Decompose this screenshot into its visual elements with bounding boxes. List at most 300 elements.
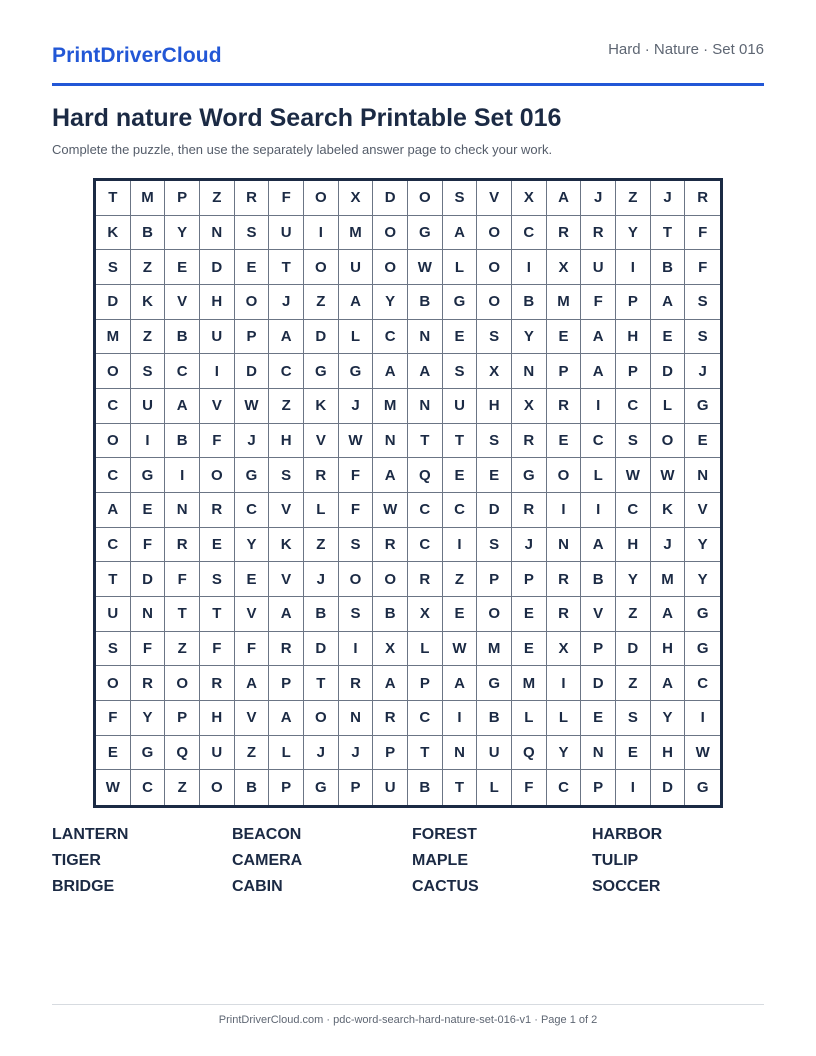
word-search-grid (93, 178, 723, 808)
word-list-item: CAMERA (232, 852, 303, 869)
grid-cell: O (373, 562, 408, 597)
grid-cell: J (651, 181, 686, 216)
grid-cell: O (477, 597, 512, 632)
grid-cell: S (685, 320, 720, 355)
grid-cell: E (581, 701, 616, 736)
grid-cell: I (547, 493, 582, 528)
grid-cell: C (408, 528, 443, 563)
grid-cell: N (200, 216, 235, 251)
grid-cell: T (96, 181, 131, 216)
grid-cell: Y (512, 320, 547, 355)
grid-cell: S (339, 528, 374, 563)
grid-cell: G (339, 354, 374, 389)
grid-cell: P (408, 666, 443, 701)
grid-cell: N (165, 493, 200, 528)
grid-cell: U (269, 216, 304, 251)
grid-cell: W (96, 770, 131, 805)
grid-cell: M (339, 216, 374, 251)
grid-cell: T (408, 736, 443, 771)
grid-cell: O (477, 250, 512, 285)
grid-cell: I (443, 528, 478, 563)
grid-cell: D (651, 770, 686, 805)
grid-cell: P (269, 770, 304, 805)
grid-cell: H (651, 632, 686, 667)
grid-cell: X (512, 181, 547, 216)
grid-cell: G (685, 632, 720, 667)
grid-cell: F (685, 216, 720, 251)
grid-cell: T (443, 424, 478, 459)
word-list-item: SOCCER (592, 878, 661, 895)
grid-cell: G (696, 779, 709, 797)
grid-cell: N (131, 597, 166, 632)
grid-cell: L (304, 493, 339, 528)
grid-cell: G (685, 597, 720, 632)
grid-cell: I (200, 354, 235, 389)
grid-cell: R (269, 632, 304, 667)
grid-cell: B (165, 320, 200, 355)
grid-cell: V (581, 597, 616, 632)
grid-cell: M (131, 181, 166, 216)
grid-cell: V (269, 493, 304, 528)
grid-cell: G (685, 389, 720, 424)
grid-cell: Y (616, 216, 651, 251)
grid-cell: A (339, 285, 374, 320)
grid-cell: F (512, 770, 547, 805)
grid-cell: W (651, 458, 686, 493)
word-list-item: TIGER (52, 852, 101, 869)
header-divider (52, 83, 764, 86)
grid-cell: V (235, 701, 270, 736)
grid-cell: D (304, 320, 339, 355)
grid-cell: J (651, 528, 686, 563)
grid-cell: H (269, 424, 304, 459)
grid-cell: K (131, 285, 166, 320)
grid-cell: C (131, 770, 166, 805)
word-list-item: FOREST (412, 826, 477, 843)
grid-cell: O (96, 424, 131, 459)
grid-cell: R (547, 216, 582, 251)
grid-cell: F (269, 181, 304, 216)
grid-cell: K (304, 389, 339, 424)
grid-cell: W (235, 389, 270, 424)
grid-cell: Y (165, 216, 200, 251)
grid-cell: X (408, 597, 443, 632)
grid-cell: S (477, 424, 512, 459)
grid-cell: O (200, 458, 235, 493)
grid-cell: S (685, 285, 720, 320)
grid-cell: Z (616, 666, 651, 701)
grid-cell: D (616, 632, 651, 667)
grid-cell: H (651, 736, 686, 771)
grid-cell: R (581, 216, 616, 251)
grid-cell: C (96, 389, 131, 424)
grid-cell: O (235, 285, 270, 320)
word-list-item: BEACON (232, 826, 302, 843)
grid-cell: A (651, 666, 686, 701)
grid-cell: S (131, 354, 166, 389)
grid-cell: N (581, 736, 616, 771)
grid-cell: V (235, 597, 270, 632)
grid-cell: O (373, 216, 408, 251)
grid-cell: H (616, 528, 651, 563)
grid-cell: W (339, 424, 374, 459)
grid-cell: T (651, 216, 686, 251)
grid-cell: C (408, 493, 443, 528)
grid-cell: P (547, 354, 582, 389)
grid-cell: Z (304, 528, 339, 563)
grid-cell: A (581, 354, 616, 389)
word-list-item: TULIP (592, 852, 639, 869)
grid-cell: T (443, 770, 478, 805)
grid-cell: U (96, 597, 131, 632)
grid-cell: O (96, 354, 131, 389)
grid-cell: P (373, 736, 408, 771)
grid-cell: E (547, 424, 582, 459)
grid-cell: B (408, 770, 443, 805)
grid-cell: P (339, 770, 374, 805)
grid-cell: P (477, 562, 512, 597)
page-title: Hard nature Word Search Printable Set 016 (52, 104, 562, 132)
grid-cell: D (96, 285, 131, 320)
grid-cell: Z (165, 770, 200, 805)
grid-cell: J (339, 736, 374, 771)
grid-cell: Y (547, 736, 582, 771)
grid-cell: J (304, 736, 339, 771)
grid-cell: I (304, 216, 339, 251)
grid-cell: L (477, 770, 512, 805)
grid-cell: R (304, 458, 339, 493)
grid-cell: E (685, 424, 720, 459)
grid-cell: P (616, 354, 651, 389)
grid-cell: Z (165, 632, 200, 667)
grid-cell: E (96, 736, 131, 771)
grid-cell: S (235, 216, 270, 251)
grid-cell: L (339, 320, 374, 355)
grid-cell: A (165, 389, 200, 424)
brand-logo[interactable]: PrintDriverCloud (52, 44, 222, 67)
page-subtitle: Complete the puzzle, then use the separately labeled answer page to check your work. (52, 142, 553, 157)
grid-cell: A (443, 666, 478, 701)
grid-cell: P (165, 701, 200, 736)
grid-cell: O (408, 181, 443, 216)
grid-cell: X (547, 250, 582, 285)
grid-cell: A (269, 597, 304, 632)
grid-cell: G (408, 216, 443, 251)
grid-cell: M (477, 632, 512, 667)
grid-cell: X (477, 354, 512, 389)
grid-cell: R (547, 562, 582, 597)
grid-cell: N (547, 528, 582, 563)
grid-cell: M (547, 285, 582, 320)
grid-cell: Y (685, 528, 720, 563)
grid-cell: V (165, 285, 200, 320)
grid-cell: G (512, 458, 547, 493)
word-list-item: CABIN (232, 878, 283, 895)
grid-cell: Q (408, 458, 443, 493)
grid-cell: R (235, 181, 270, 216)
grid-cell: U (477, 736, 512, 771)
grid-cell: J (304, 562, 339, 597)
grid-cell: D (373, 181, 408, 216)
grid-cell: E (235, 562, 270, 597)
grid-cell: C (373, 320, 408, 355)
grid-cell: U (373, 770, 408, 805)
grid-cell: F (165, 562, 200, 597)
grid-cell: L (547, 701, 582, 736)
grid-cell: A (581, 320, 616, 355)
grid-cell: L (443, 250, 478, 285)
grid-cell: C (547, 770, 582, 805)
grid-cell: B (512, 285, 547, 320)
grid-cell: G (235, 458, 270, 493)
grid-cell: C (512, 216, 547, 251)
grid-cell: P (235, 320, 270, 355)
grid-cell: M (96, 320, 131, 355)
grid-cell: B (304, 597, 339, 632)
grid-cell: O (651, 424, 686, 459)
grid-cell: D (477, 493, 512, 528)
grid-cell: Z (269, 389, 304, 424)
grid-cell: O (304, 701, 339, 736)
grid-cell: S (200, 562, 235, 597)
grid-cell: K (269, 528, 304, 563)
grid-cell: B (373, 597, 408, 632)
grid-cell: J (512, 528, 547, 563)
grid-cell: A (373, 458, 408, 493)
grid-cell: R (512, 493, 547, 528)
grid-cell: F (96, 701, 131, 736)
grid-cell: C (581, 424, 616, 459)
grid-cell: I (581, 493, 616, 528)
grid-cell: D (581, 666, 616, 701)
grid-cell: F (131, 632, 166, 667)
grid-cell: E (235, 250, 270, 285)
grid-cell: K (96, 216, 131, 251)
grid-cell: S (443, 354, 478, 389)
grid-cell: T (269, 250, 304, 285)
grid-cell: S (616, 424, 651, 459)
grid-cell: M (512, 666, 547, 701)
grid-cell: O (165, 666, 200, 701)
grid-cell: W (408, 250, 443, 285)
grid-cell: R (200, 493, 235, 528)
grid-cell: D (304, 632, 339, 667)
grid-cell: L (581, 458, 616, 493)
grid-cell: M (651, 562, 686, 597)
grid-cell: Q (165, 736, 200, 771)
grid-cell: W (443, 632, 478, 667)
grid-cell: E (512, 597, 547, 632)
grid-cell: Z (616, 597, 651, 632)
grid-cell: T (304, 666, 339, 701)
grid-cell: L (512, 701, 547, 736)
grid-cell: H (200, 285, 235, 320)
grid-cell: B (131, 216, 166, 251)
grid-cell: G (304, 354, 339, 389)
grid-cell: A (373, 666, 408, 701)
grid-cell: O (339, 562, 374, 597)
grid-cell: F (131, 528, 166, 563)
grid-cell: V (477, 181, 512, 216)
word-list-item: LANTERN (52, 826, 129, 843)
word-list-item: CACTUS (412, 878, 479, 895)
grid-cell: A (443, 216, 478, 251)
grid-cell: U (131, 389, 166, 424)
grid-cell: Z (616, 181, 651, 216)
grid-cell: E (443, 458, 478, 493)
grid-cell: Z (200, 181, 235, 216)
grid-cell: A (235, 666, 270, 701)
word-list-item: HARBOR (592, 826, 663, 843)
grid-cell: C (235, 493, 270, 528)
word-list-item: MAPLE (412, 852, 468, 869)
grid-cell: R (339, 666, 374, 701)
grid-cell: A (408, 354, 443, 389)
grid-cell: F (200, 424, 235, 459)
grid-cell: U (200, 736, 235, 771)
grid-cell: R (547, 597, 582, 632)
grid-cell: O (304, 181, 339, 216)
grid-cell: W (373, 493, 408, 528)
grid-cell: V (200, 389, 235, 424)
grid-cell: N (512, 354, 547, 389)
grid-cell: Z (131, 320, 166, 355)
grid-cell: I (339, 632, 374, 667)
grid-cell: G (131, 736, 166, 771)
grid-cell: S (477, 528, 512, 563)
grid-cell: P (512, 562, 547, 597)
grid-cell: C (165, 354, 200, 389)
grid-cell: U (339, 250, 374, 285)
grid-cell: I (616, 770, 651, 805)
word-list (52, 826, 764, 896)
grid-cell: I (131, 424, 166, 459)
grid-cell: C (685, 666, 720, 701)
grid-cell: E (512, 632, 547, 667)
grid-cell: R (373, 701, 408, 736)
grid-cell: N (443, 736, 478, 771)
grid-cell: F (339, 493, 374, 528)
grid-cell: D (235, 354, 270, 389)
grid-cell: R (165, 528, 200, 563)
grid-cell: Y (616, 562, 651, 597)
grid-cell: N (408, 320, 443, 355)
grid-cell: B (477, 701, 512, 736)
grid-cell: L (269, 736, 304, 771)
grid-cell: S (339, 597, 374, 632)
grid-cell: V (269, 562, 304, 597)
footer-divider (52, 1004, 764, 1005)
grid-cell: I (165, 458, 200, 493)
grid-cell: E (443, 597, 478, 632)
grid-cell: I (616, 250, 651, 285)
grid-cell: E (477, 458, 512, 493)
grid-cell: I (685, 701, 720, 736)
grid-cell: T (408, 424, 443, 459)
grid-cell: T (165, 597, 200, 632)
grid-cell: N (685, 458, 720, 493)
grid-cell: R (131, 666, 166, 701)
page-footer: PrintDriverCloud.com · pdc-word-search-hard-nature-set-016-v1 · Page 1 of 2 (218, 1014, 598, 1026)
grid-cell: O (547, 458, 582, 493)
puzzle-meta: Hard · Nature · Set 016 (608, 41, 764, 58)
grid-cell: D (131, 562, 166, 597)
grid-cell: A (581, 528, 616, 563)
grid-cell: B (651, 250, 686, 285)
grid-cell: E (443, 320, 478, 355)
grid-cell: C (616, 493, 651, 528)
grid-cell: S (269, 458, 304, 493)
grid-cell: S (443, 181, 478, 216)
grid-cell: U (200, 320, 235, 355)
grid-cell: U (443, 389, 478, 424)
grid-cell: N (373, 424, 408, 459)
grid-cell: D (651, 354, 686, 389)
grid-cell: H (616, 320, 651, 355)
grid-cell: B (235, 770, 270, 805)
grid-cell: L (408, 632, 443, 667)
grid-cell: J (235, 424, 270, 459)
grid-cell: A (547, 181, 582, 216)
grid-cell: O (200, 770, 235, 805)
grid-cell: S (616, 701, 651, 736)
grid-cell: O (373, 250, 408, 285)
grid-cell: P (616, 285, 651, 320)
grid-cell: R (512, 424, 547, 459)
grid-cell: F (339, 458, 374, 493)
grid-cell: O (477, 285, 512, 320)
grid-cell: F (200, 632, 235, 667)
grid-cell: H (200, 701, 235, 736)
grid-cell: O (477, 216, 512, 251)
grid-cell: C (269, 354, 304, 389)
grid-cell: N (408, 389, 443, 424)
grid-cell: K (651, 493, 686, 528)
grid-cell: P (581, 770, 616, 805)
grid-cell: O (96, 666, 131, 701)
grid-cell: A (269, 320, 304, 355)
grid-cell: T (200, 597, 235, 632)
grid-cell: W (616, 458, 651, 493)
grid-cell: A (651, 597, 686, 632)
grid-cell: A (269, 701, 304, 736)
grid-cell: E (165, 250, 200, 285)
grid-cell: P (165, 181, 200, 216)
grid-cell: J (339, 389, 374, 424)
grid-cell: B (581, 562, 616, 597)
grid-cell: C (96, 458, 131, 493)
grid-cell: G (477, 666, 512, 701)
grid-cell: G (304, 770, 339, 805)
grid-cell: F (235, 632, 270, 667)
grid-cell: A (373, 354, 408, 389)
grid-cell: Z (235, 736, 270, 771)
grid-cell: B (408, 285, 443, 320)
grid-cell: E (616, 736, 651, 771)
grid-cell: R (200, 666, 235, 701)
grid-cell: Q (512, 736, 547, 771)
grid-cell: X (512, 389, 547, 424)
grid-cell: J (581, 181, 616, 216)
grid-cell: Y (373, 285, 408, 320)
grid-cell: Y (651, 701, 686, 736)
grid-cell: N (339, 701, 374, 736)
grid-cell: E (547, 320, 582, 355)
grid-cell: W (685, 736, 720, 771)
grid-cell: B (165, 424, 200, 459)
grid-cell: X (547, 632, 582, 667)
grid-cell: C (443, 493, 478, 528)
